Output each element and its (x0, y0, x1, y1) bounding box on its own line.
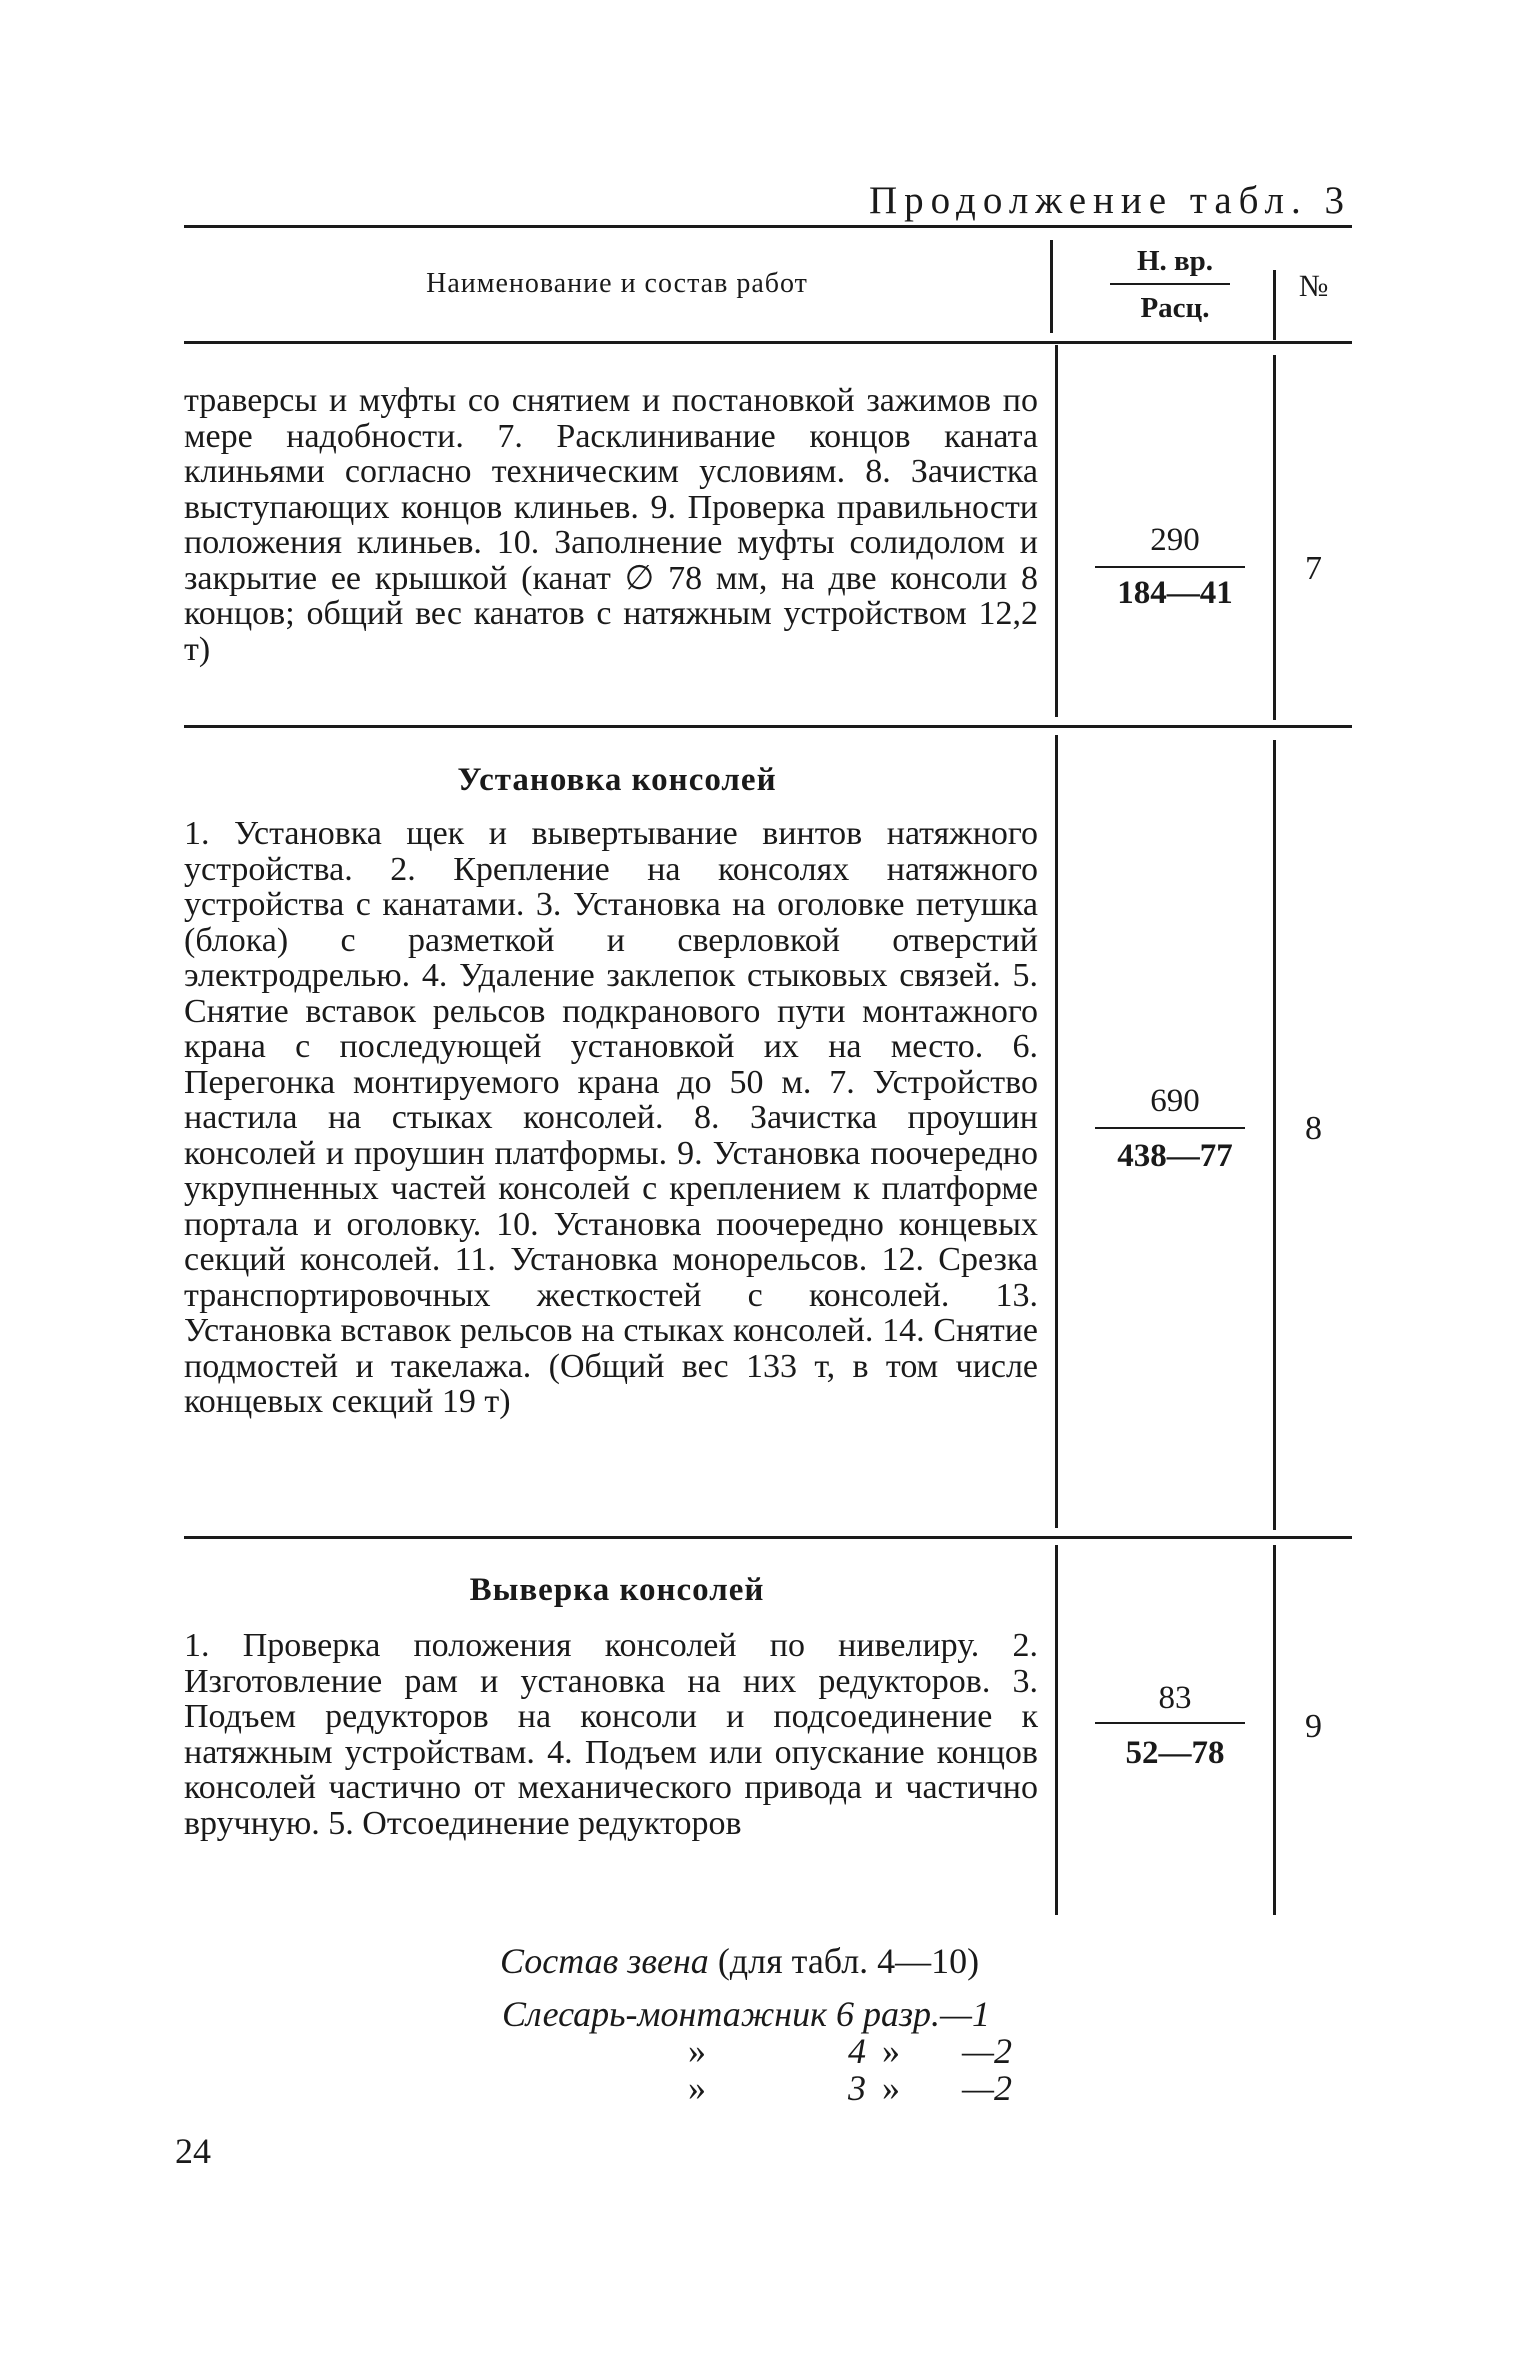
row-7-fraction-line (1095, 566, 1245, 568)
crew-line-1: Слесарь-монтажник 6 разр.—1 (502, 1994, 991, 2034)
ditto-mark: » (882, 2068, 900, 2108)
column-rule (1055, 735, 1058, 1528)
ditto-mark: » (688, 2031, 706, 2071)
row-divider (184, 725, 1352, 728)
header-time-norm: Н. вр. (1136, 245, 1214, 277)
row-7-text: траверсы и муфты со снятием и постановкой зажимов по мере надобности. 7. Расклинивание концов каната клиньями согласно техническим условиям. 8. Зачистка выступающих концов клиньев. 9. Проверка правильности положения клиньев. 10. Заполнение муфты солидолом и закрытие ее крышкой (канат ∅ 78 мм, на две консоли 8 концов; общий вес канатов с натяжным устройством 12,2 т) (184, 382, 1038, 668)
crew-grade: 3 (848, 2068, 866, 2108)
ditto-mark: » (688, 2068, 706, 2108)
row-9-text: 1. Проверка положения консолей по нивелиру. 2. Изготовление рам и установка на них редукторов. 3. Подъем редукторов на консоли и подсоединение к натяжным устройствам. 4. Подъем или опускание концов консолей частично от механического привода и частично вручную. 5. Отсоединение редукторов (184, 1627, 1038, 1842)
header-fraction-line (1110, 283, 1230, 285)
page-number: 24 (175, 2131, 211, 2171)
ditto-mark: » (882, 2031, 900, 2071)
row-9-fraction-line (1095, 1722, 1245, 1724)
row-8-text: 1. Установка щек и вывертывание винтов натяжного устройства. 2. Крепление на консолях натяжного устройства с канатами. 3. Установка на оголовке петушка (блока) с разметкой и сверловкой отверстий электродрелью. 4. Удаление заклепок стыковых связей. 5. Снятие вставок рельсов подкранового пути монтажного крана с последующей установкой их на место. 6. Перегонка монтируемого крана до 50 м. 7. Устройство настила на стыках консолей. 8. Зачистка проушин консолей и проушин платформы. 9. Установка поочередно укрупненных частей консолей с креплением к платформе портала и оголовку. 10. Установка поочередно концевых секций консолей. 11. Установка монорельсов. 12. Срезка транспортировочных жесткостей с консолей. 13. Установка вставок рельсов на стыках консолей. 14. Снятие подмостей и такелажа. (Общий вес 133 т, в том числе концевых секций 19 т) (184, 815, 1038, 1420)
crew-count: —2 (962, 2031, 1013, 2071)
crew-composition-title (500, 1940, 979, 1982)
crew-title-italic: Состав звена (500, 1941, 709, 1981)
header-number-column: № (1298, 268, 1329, 303)
row-7-rate: 184—41 (1117, 575, 1233, 611)
row-9-time-norm: 83 (1158, 1680, 1192, 1716)
header-rate: Расц. (1140, 292, 1210, 324)
row-8-fraction-line (1095, 1127, 1245, 1129)
row-8-time-norm: 690 (1150, 1083, 1200, 1119)
row-8-number: 8 (1305, 1110, 1322, 1147)
row-9-rate: 52—78 (1125, 1735, 1225, 1771)
header-name-column: Наименование и состав работ (426, 268, 808, 299)
row-7-time-norm: 290 (1150, 522, 1200, 558)
row-divider (184, 1536, 1352, 1539)
row-7-number: 7 (1305, 550, 1322, 587)
column-rule (1050, 240, 1053, 333)
row-9-title: Выверка консолей (469, 1572, 765, 1608)
row-8-title: Установка консолей (457, 762, 777, 798)
row-8-rate: 438—77 (1117, 1138, 1233, 1174)
crew-title-rest: (для табл. 4—10) (717, 1941, 980, 1981)
table-top-rule (184, 225, 1352, 228)
crew-count: —2 (962, 2068, 1013, 2108)
crew-grade: 4 (848, 2031, 866, 2071)
column-rule (1055, 1545, 1058, 1915)
row-9-number: 9 (1305, 1708, 1322, 1745)
header-bottom-rule (184, 341, 1352, 344)
table-caption: Продолжение табл. 3 (868, 179, 1351, 222)
